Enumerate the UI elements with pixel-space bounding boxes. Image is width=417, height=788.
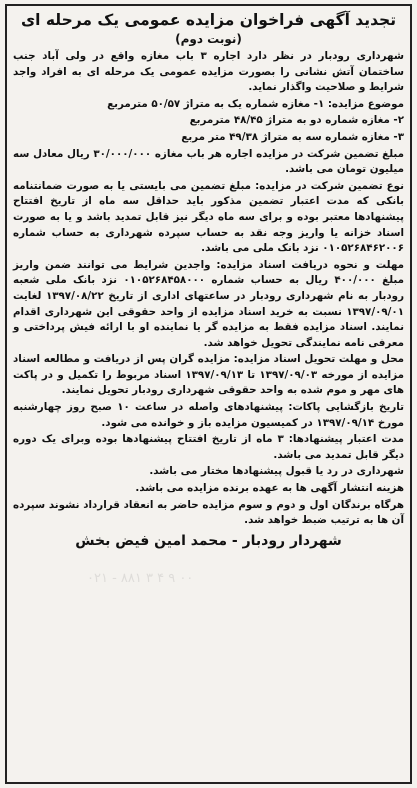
- notice-subtitle: (نوبت دوم): [175, 32, 242, 46]
- documents-delivery-paragraph: محل و مهلت تحویل اسناد مزایده: مزایده گران پس از دریافت و مطالعه اسناد مزایده از مورخه ۱۳۹۷/۰۹/۰۳ تا ۱۳۹۷/۰۹/۱۳ اسناد مربوط را تکمیل و در پاکت های مهر و موم شده به واحد حقوقی شهرداری رودبار تحویل نمایند.: [13, 353, 404, 397]
- notice-frame: [5, 4, 412, 784]
- signature-line: شهردار رودبار - محمد امین فیض بخش: [75, 532, 342, 549]
- subject-item-2: ۲- مغازه شماره دو به متراژ ۴۸/۴۵ مترمربع: [189, 114, 404, 127]
- guarantee-type-paragraph: نوع تضمین شرکت در مزایده: مبلغ تضمین می بایستی یا به صورت ضمانتنامه بانکی که مدت اعتبار تضمین مذکور باید حداقل سه ماه از تاریخ افتتاح پیشنهادها معتبر بوده و برای سه ماه دیگر نیز قابل تمدید باشد و یا به صورت اسناد خزانه یا واریز وجه نقد به حساب سپرده شهرداری به حساب شماره ۰۱۰۵۲۶۸۴۶۲۰۰۶ نزد بانک ملی می باشد.: [13, 179, 404, 255]
- intro-paragraph: شهرداری رودبار در نظر دارد اجاره ۳ باب مغازه واقع در ولی آباد جنب ساختمان آتش نشانی را بصورت مزایده عمومی یک مرحله ای به افراد واجد شرایط و صلاحیت واگذار نماید.: [13, 50, 404, 94]
- forfeit-paragraph: هرگاه برندگان اول و دوم و سوم مزایده حاضر به انعقاد قرارداد نشوند سپرده آن ها به ترتیب ضبط خواهد شد.: [13, 498, 404, 527]
- notice-title: تجدید آگهی فراخوان مزایده عمومی یک مرحله ای: [20, 11, 397, 29]
- validity-paragraph: مدت اعتبار پیشنهادها: ۳ ماه از تاریخ افتتاح پیشنهادها بوده وبرای یک دوره دیگر قابل تمدید می باشد.: [13, 433, 404, 461]
- opening-date-paragraph: تاریخ بازگشایی پاکات: پیشنهادهای واصله در ساعت ۱۰ صبح روز چهارشنبه مورخ ۱۳۹۷/۰۹/۱۴ در کمیسیون مزایده باز و خوانده می شود.: [13, 401, 405, 429]
- subject-item-1: موضوع مزایده: ۱- مغازه شماره یک به متراژ ۵۰/۵۷ مترمربع: [107, 97, 404, 110]
- subject-item-3: ۳- مغازه شماره سه به متراژ ۴۹/۳۸ متر مربع: [181, 130, 404, 143]
- guarantee-amount-paragraph: مبلغ تضمین شرکت در مزایده اجاره هر باب مغازه ۳۰/۰۰۰/۰۰۰ ریال معادل سه میلیون تومان می باشد.: [13, 147, 404, 176]
- rejection-right-paragraph: شهرداری در رد یا قبول پیشنهادها مختار می باشد.: [149, 465, 404, 478]
- documents-purchase-paragraph: مهلت و نحوه دریافت اسناد مزایده: واجدین شرایط می توانند ضمن واریز مبلغ ۴۰۰/۰۰۰ ریال به حساب شماره ۰۱۰۵۲۶۸۴۵۸۰۰۰ نزد بانک ملی شعبه رودبار به نام شهرداری رودبار در ساعتهای اداری از تاریخ ۱۳۹۷/۰۸/۲۲ لغایت ۱۳۹۷/۰۹/۰۱ نسبت به خرید اسناد مزایده از واحد حقوقی این شهرداری اقدام نمایند. اسناد مزایده فقط به مزایده گر یا نماینده او با ارائه فیش پرداختی و معرفی نامه نمایندگی تحویل خواهد شد.: [13, 258, 404, 349]
- watermark-text: ۰۲۱ - ۸۸۱ ۳ ۴ ۹ ۰۰: [87, 571, 194, 586]
- ad-cost-paragraph: هزینه انتشار آگهی ها به عهده برنده مزایده می باشد.: [135, 482, 404, 495]
